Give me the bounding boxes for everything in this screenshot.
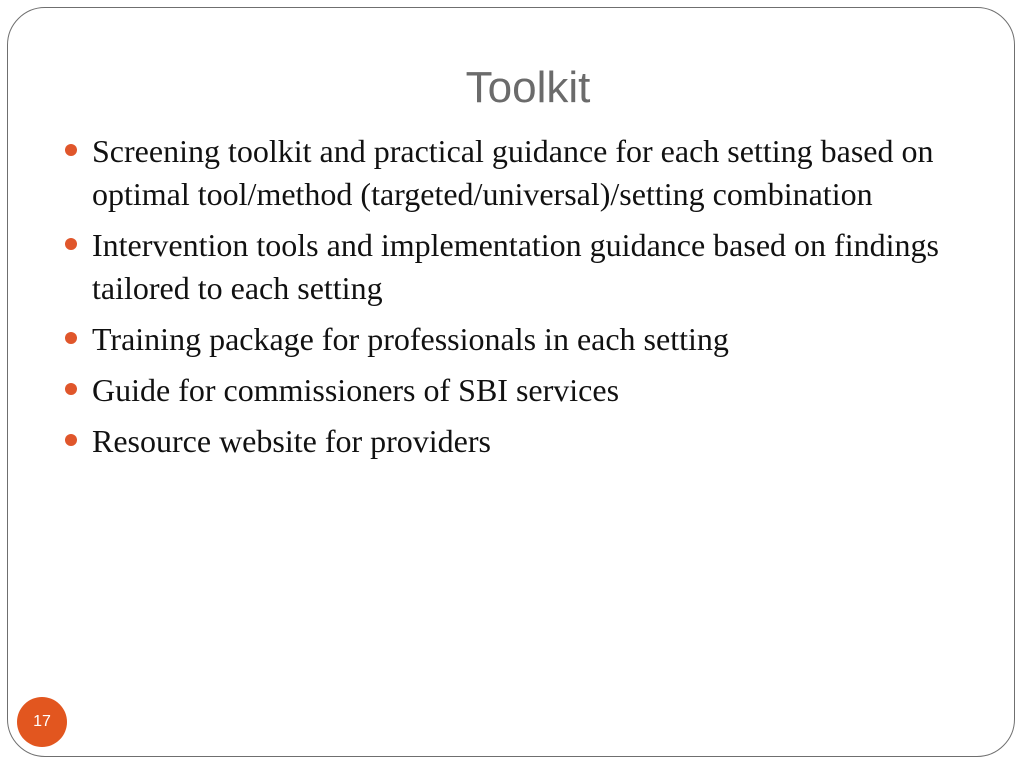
- bullet-dot-icon: [65, 332, 77, 344]
- bullet-text: Training package for professionals in each setting: [92, 321, 729, 357]
- bullet-item-3: [62, 318, 962, 361]
- bullet-dot-icon: [65, 238, 77, 250]
- bullet-text: Guide for commissioners of SBI services: [92, 372, 620, 408]
- bullet-list: [62, 130, 962, 471]
- bullet-item-1: [62, 130, 962, 216]
- bullet-text: Screening toolkit and practical guidance for each setting based on optimal tool/method (targeted/universal)/setting combination: [92, 133, 934, 212]
- bullet-item-5: [62, 420, 962, 463]
- bullet-item-2: [62, 224, 962, 310]
- bullet-dot-icon: [65, 144, 77, 156]
- bullet-text: Intervention tools and implementation guidance based on findings tailored to each setting: [92, 227, 939, 306]
- page-number-badge: 17: [17, 697, 67, 747]
- bullet-dot-icon: [65, 383, 77, 395]
- bullet-item-4: [62, 369, 962, 412]
- bullet-dot-icon: [65, 434, 77, 446]
- bullet-text: Resource website for providers: [92, 423, 491, 459]
- slide-title: Toolkit: [465, 63, 591, 112]
